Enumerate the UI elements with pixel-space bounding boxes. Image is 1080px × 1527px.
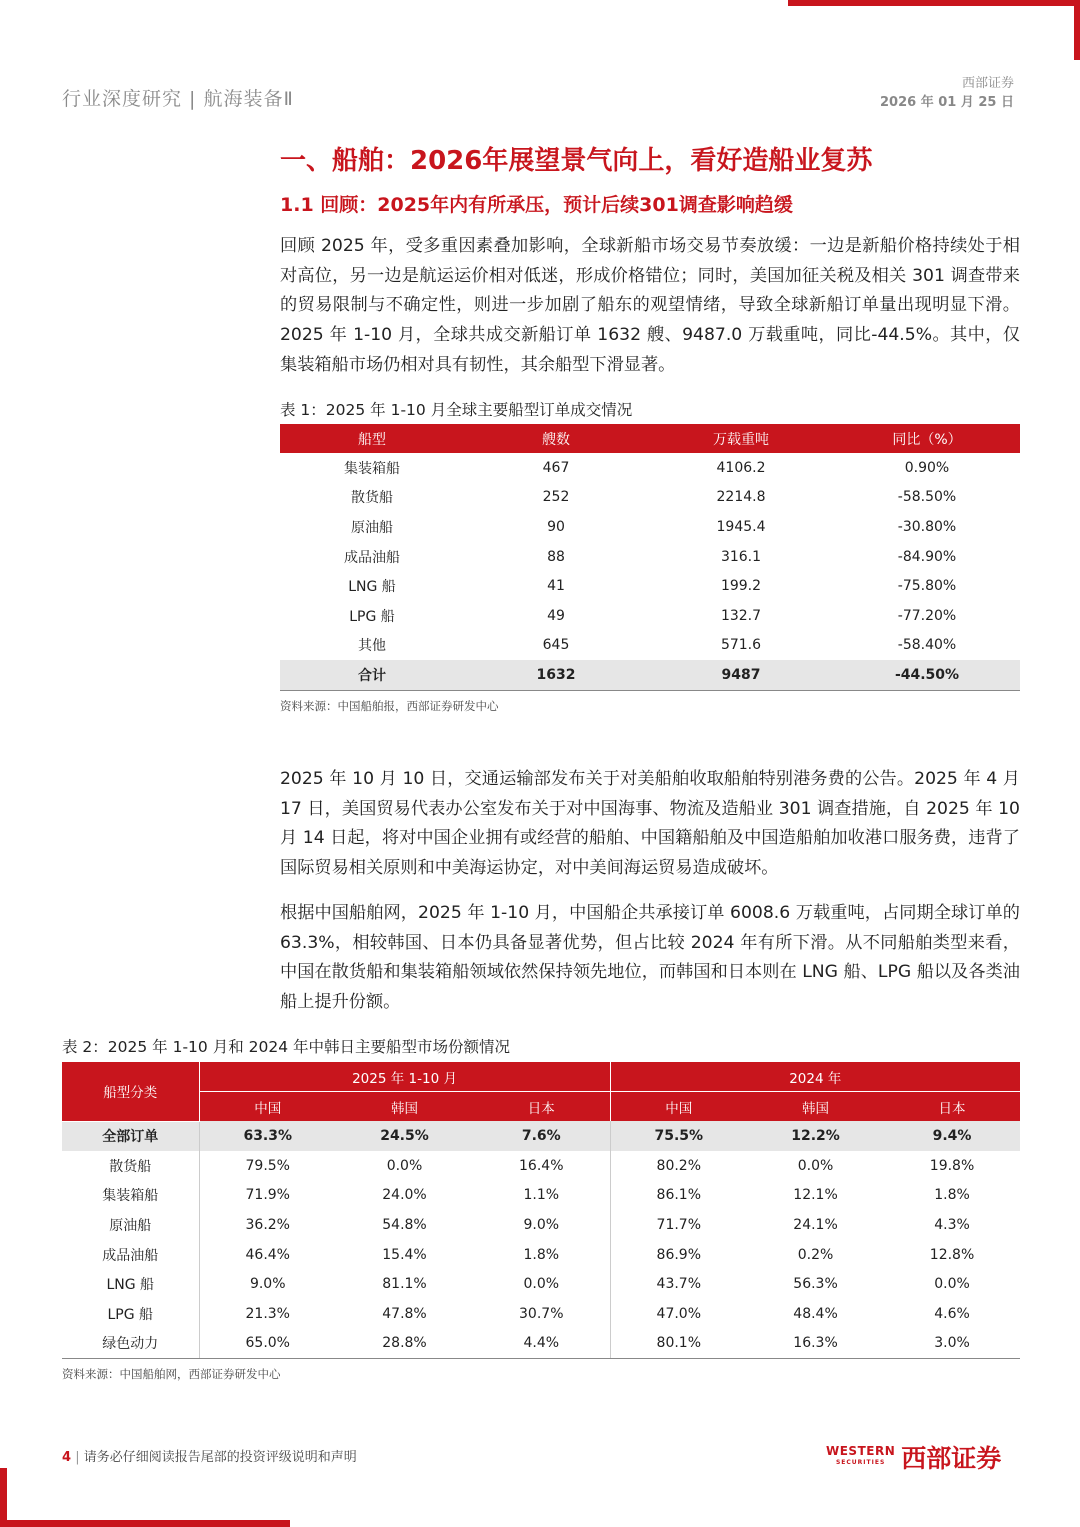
table-cell: 0.2% xyxy=(797,1246,834,1263)
table-cell: 86.1% xyxy=(610,1181,747,1211)
row-header: 船型分类 xyxy=(62,1062,199,1121)
table-cell: 71.7% xyxy=(610,1210,747,1240)
table-cell: 24.0% xyxy=(382,1187,427,1204)
section-subtitle: 1.1 回顾：2025年内有所承压，预计后续301调查影响趋缓 xyxy=(280,194,793,216)
table-cell: 9.0% xyxy=(199,1269,336,1299)
table-row xyxy=(280,631,1020,661)
column-header: 韩国 xyxy=(336,1092,473,1122)
table-cell: 4.4% xyxy=(473,1329,610,1359)
table-row xyxy=(62,1329,1020,1359)
market-share-table xyxy=(62,1062,1020,1359)
logo-en-small: SECURITIES xyxy=(835,1459,886,1466)
logo-en-text: WESTERN xyxy=(826,1444,896,1458)
table-cell: 4.3% xyxy=(934,1217,970,1234)
table-cell: 71.9% xyxy=(199,1181,336,1211)
table-row xyxy=(280,453,1020,483)
table-cell: -77.20% xyxy=(897,607,957,624)
report-category: 行业深度研究 | 航海装备Ⅱ xyxy=(62,88,294,110)
table-cell: -58.50% xyxy=(897,489,957,506)
table-cell: 1945.4 xyxy=(716,518,766,535)
table-row xyxy=(62,1151,1020,1181)
table1-caption: 表 1：2025 年 1-10 月全球主要船型订单成交情况 xyxy=(280,401,633,419)
table-cell: 81.1% xyxy=(382,1276,427,1293)
column-header: 同比（%） xyxy=(834,424,1020,453)
table-row xyxy=(280,571,1020,601)
column-header: 船型 xyxy=(280,424,464,453)
table-cell: 43.7% xyxy=(610,1269,747,1299)
table-cell: 47.0% xyxy=(610,1299,747,1329)
table-header-row xyxy=(280,424,1020,453)
table-cell: 0.0% xyxy=(523,1276,560,1293)
table-cell: 30.7% xyxy=(519,1305,564,1322)
table-cell: 24.1% xyxy=(793,1217,838,1234)
table-cell: LPG 船 xyxy=(107,1306,154,1323)
table-cell: 63.3% xyxy=(199,1121,336,1151)
table-cell: 12.1% xyxy=(793,1187,838,1204)
table-cell: 散货船 xyxy=(351,490,393,507)
paragraph-market-share: 根据中国船舶网，2025 年 1-10 月，中国船企共承接订单 6008.6 万载重吨，占同期全球订单的 63.3%，相较韩国、日本仍具备显著优势，但占比较 2024 年有所下滑。从不同船舶类型来看，中国在散货船和集装箱船领域依然保持领先地位，而韩国和日本则在 LNG 船、LPG 船以及各类油船上提升份额。 xyxy=(280,903,1020,1013)
table-cell: 28.8% xyxy=(336,1329,473,1359)
table-cell: 2214.8 xyxy=(716,489,766,506)
company-name: 西部证券 xyxy=(961,76,1014,91)
table-header-row xyxy=(62,1062,1020,1092)
table-row xyxy=(62,1181,1020,1211)
table-cell: 49 xyxy=(547,607,565,624)
table-cell: 0.0% xyxy=(797,1157,834,1174)
table-row xyxy=(280,542,1020,572)
corner-decoration-top-vertical xyxy=(1074,0,1080,60)
table-cell: 成品油船 xyxy=(102,1247,159,1264)
column-header: 日本 xyxy=(473,1092,610,1122)
column-header: 中国 xyxy=(199,1092,336,1122)
column-header: 中国 xyxy=(610,1092,747,1122)
order-table xyxy=(280,424,1020,691)
table-cell: 252 xyxy=(542,489,570,506)
table-cell: 645 xyxy=(542,637,570,654)
table-cell: -44.50% xyxy=(834,660,1020,690)
table-cell: 散货船 xyxy=(109,1158,152,1175)
table-cell: -58.40% xyxy=(897,637,957,654)
table-cell: 54.8% xyxy=(382,1217,427,1234)
table-row xyxy=(62,1240,1020,1270)
table-cell: 12.8% xyxy=(929,1246,975,1263)
table-cell: 0.0% xyxy=(386,1157,423,1174)
table-cell: 1.8% xyxy=(523,1246,560,1263)
table-cell: 16.3% xyxy=(747,1329,884,1359)
table-cell: -84.90% xyxy=(897,548,957,565)
table-cell: 集装箱船 xyxy=(344,460,400,477)
table-row xyxy=(62,1269,1020,1299)
table-cell: 12.2% xyxy=(747,1121,884,1151)
table-cell: 16.4% xyxy=(519,1157,564,1174)
table-cell: 56.3% xyxy=(793,1276,838,1293)
table-cell: 19.8% xyxy=(929,1157,975,1174)
table-row xyxy=(280,512,1020,542)
table-cell: 80.2% xyxy=(610,1151,747,1181)
table1-source: 资料来源：中国船舶报，西部证券研发中心 xyxy=(280,699,499,713)
paragraph-review: 回顾 2025 年，受多重因素叠加影响，全球新船市场交易节奏放缓：一边是新船价格持续处于相对高位，另一边是航运运价相对低迷，形成价格错位；同时，美国加征关税及相关 301 调查带来的贸易限制与不确定性，则进一步加剧了船东的观望情绪，导致全球新船订单量出现明显下滑。2025 年 1-10 月，全球共成交新船订单 1632 艘、9487.0 万载重吨，同比-44.5%。其中，仅集装箱船市场仍相对具有韧性，其余船型下滑显著。 xyxy=(280,236,1020,375)
table-row xyxy=(62,1121,1020,1151)
table-cell: 79.5% xyxy=(199,1151,336,1181)
table-cell: 75.5% xyxy=(610,1121,747,1151)
corner-decoration-bottom xyxy=(0,1520,290,1527)
logo-english xyxy=(826,1446,895,1468)
table-cell: 90 xyxy=(547,518,565,535)
table-cell: 1.1% xyxy=(523,1187,560,1204)
table-cell: 成品油船 xyxy=(344,549,400,566)
table-cell: 1.8% xyxy=(934,1187,970,1204)
page-number: 4 xyxy=(62,1450,72,1465)
table-cell: 21.3% xyxy=(199,1299,336,1329)
column-header: 艘数 xyxy=(464,424,648,453)
table-cell: 571.6 xyxy=(720,637,762,654)
table-cell: 合计 xyxy=(280,660,464,690)
table-cell: 9.4% xyxy=(884,1121,1020,1151)
table-cell: 原油船 xyxy=(109,1218,152,1235)
table-cell: 36.2% xyxy=(199,1210,336,1240)
table-cell: 41 xyxy=(547,578,565,595)
corner-decoration-top xyxy=(788,0,1080,6)
corner-decoration-bottom-vertical xyxy=(0,1468,7,1527)
column-header: 日本 xyxy=(884,1092,1020,1122)
report-date: 2026 年 01 月 25 日 xyxy=(880,95,1014,110)
section-title: 一、船舶：2026年展望景气向上，看好造船业复苏 xyxy=(280,146,873,176)
group-header-2025: 2025 年 1-10 月 xyxy=(199,1062,610,1092)
table-cell: 4106.2 xyxy=(716,459,766,476)
table-cell: 集装箱船 xyxy=(102,1188,159,1205)
table-cell: 86.9% xyxy=(610,1240,747,1270)
total-row xyxy=(280,660,1020,690)
table-cell: 0.90% xyxy=(904,459,950,476)
table-cell: 80.1% xyxy=(610,1329,747,1359)
header-meta xyxy=(880,74,1014,112)
table-row xyxy=(280,601,1020,631)
table2-caption: 表 2：2025 年 1-10 月和 2024 年中韩日主要船型市场份额情况 xyxy=(62,1038,510,1056)
table-cell: 24.5% xyxy=(336,1121,473,1151)
group-header-2024: 2024 年 xyxy=(610,1062,1020,1092)
table-row xyxy=(280,483,1020,513)
company-logo xyxy=(826,1440,1001,1474)
footer-notice: 4 | 请务必仔细阅读报告尾部的投资评级说明和声明 xyxy=(62,1450,357,1465)
table-cell: 0.0% xyxy=(934,1276,970,1293)
table-cell: 7.6% xyxy=(473,1121,610,1151)
table-cell: 绿色动力 xyxy=(62,1329,199,1359)
table-cell: 4.6% xyxy=(934,1305,970,1322)
table-cell: 199.2 xyxy=(720,578,762,595)
table-cell: 65.0% xyxy=(199,1329,336,1359)
table-cell: LNG 船 xyxy=(348,579,396,596)
table-cell: 316.1 xyxy=(720,548,762,565)
table-cell: 47.8% xyxy=(382,1305,427,1322)
disclaimer-text: 请务必仔细阅读报告尾部的投资评级说明和声明 xyxy=(83,1450,357,1465)
table-cell: 9.0% xyxy=(523,1217,560,1234)
table-cell: 3.0% xyxy=(884,1329,1020,1359)
table-cell: -30.80% xyxy=(897,518,957,535)
table-cell: -75.80% xyxy=(897,578,957,595)
column-header: 万载重吨 xyxy=(648,424,834,453)
table-cell: 46.4% xyxy=(199,1240,336,1270)
paragraph-policy: 2025 年 10 月 10 日，交通运输部发布关于对美船舶收取船舶特别港务费的公告。2025 年 4 月 17 日，美国贸易代表办公室发布关于对中国海事、物流及造船业 301 调查措施，自 2025 年 10 月 14 日起，将对中国企业拥有或经营的船舶、中国籍船舶及中国造船舶加收港口服务费，违背了国际贸易相关原则和中美海运协定，对中美间海运贸易造成破坏。 xyxy=(280,769,1020,879)
table-cell: 467 xyxy=(542,459,570,476)
table-cell: 132.7 xyxy=(720,607,762,624)
table-subheader-row xyxy=(62,1092,1020,1122)
table-cell: 9487 xyxy=(648,660,834,690)
table-cell: LNG 船 xyxy=(106,1277,155,1294)
table-cell: 88 xyxy=(547,548,565,565)
table-cell: 15.4% xyxy=(382,1246,427,1263)
table-cell: 其他 xyxy=(358,638,386,655)
table-cell: LPG 船 xyxy=(349,608,395,625)
table2-source: 资料来源：中国船舶网，西部证券研发中心 xyxy=(62,1367,281,1381)
table-row xyxy=(62,1299,1020,1329)
table-row xyxy=(62,1210,1020,1240)
logo-chinese: 西部证券 xyxy=(901,1444,1002,1473)
table-cell: 全部订单 xyxy=(62,1121,199,1151)
table-cell: 48.4% xyxy=(793,1305,838,1322)
table-cell: 1632 xyxy=(464,660,648,690)
table-cell: 原油船 xyxy=(351,519,393,536)
column-header: 韩国 xyxy=(747,1092,884,1122)
